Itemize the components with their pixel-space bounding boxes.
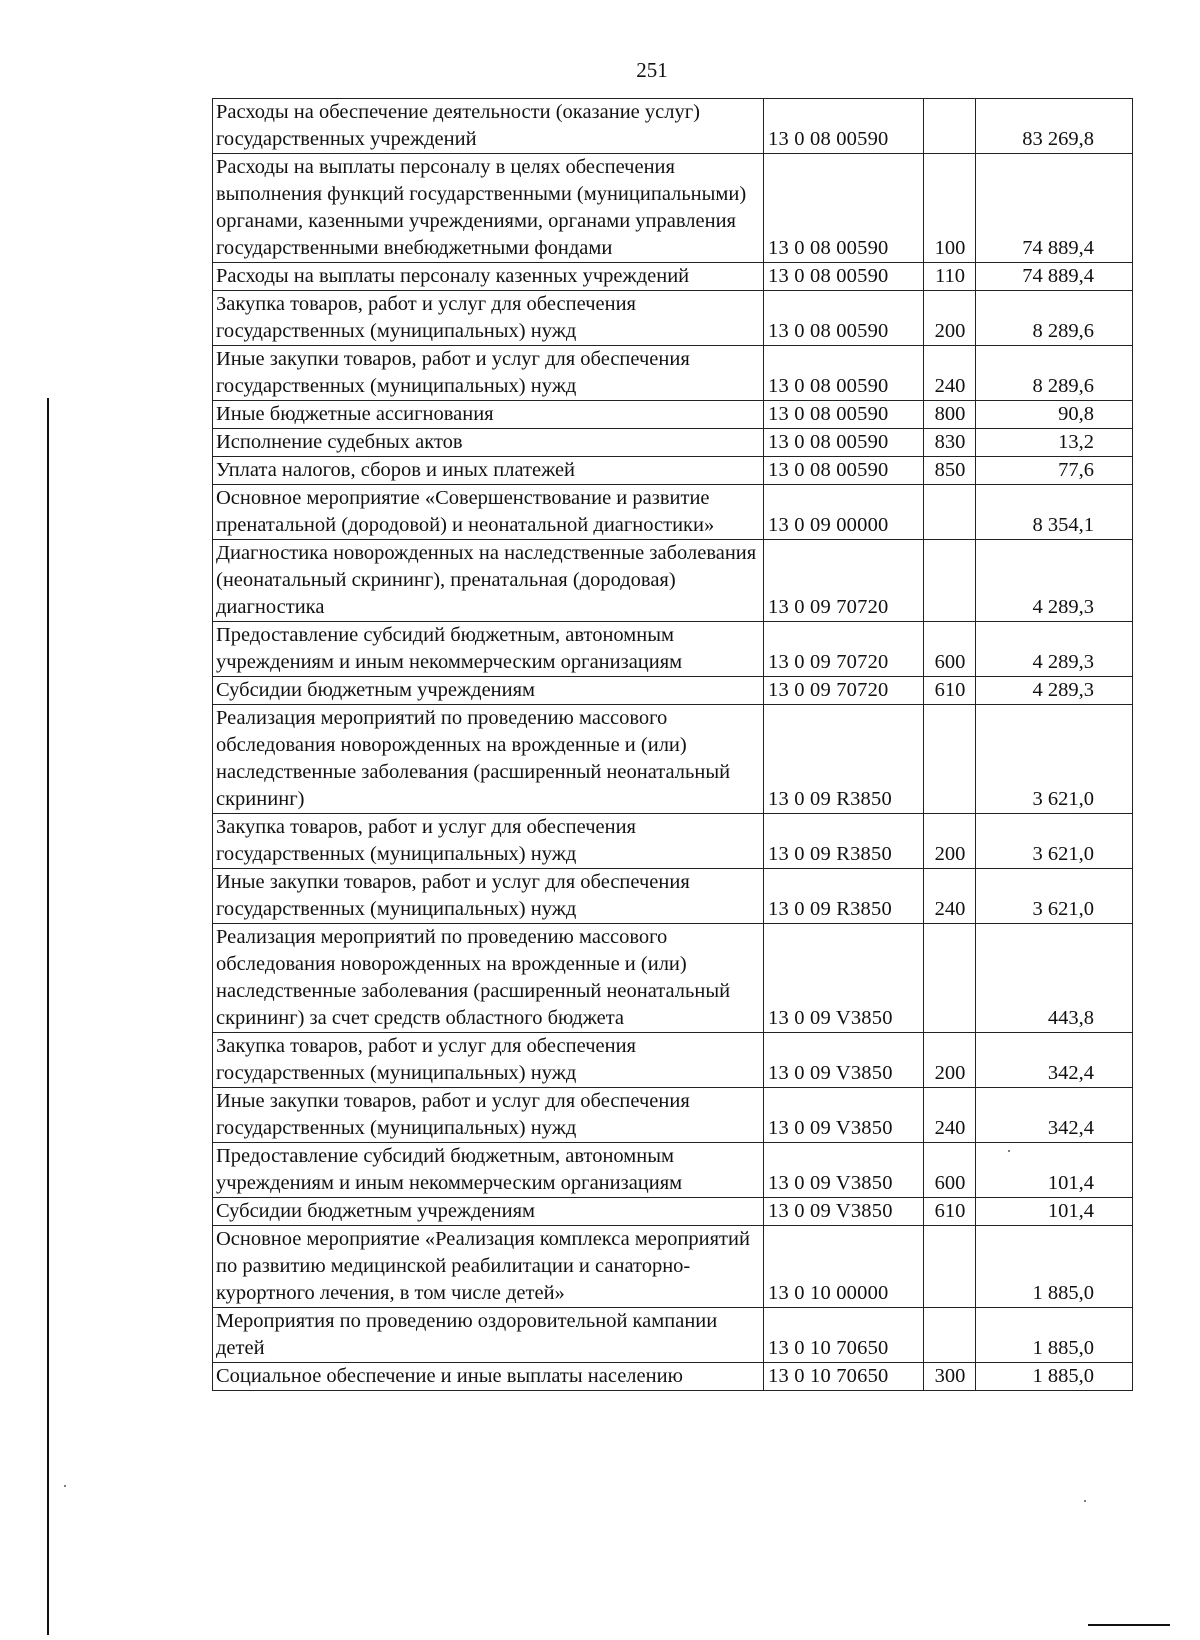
table-row	[213, 1143, 1133, 1198]
expense-name: Иные закупки товаров, работ и услуг для обеспечения государственных (муниципальных) нужд	[213, 869, 764, 924]
expense-name: Закупка товаров, работ и услуг для обеспечения государственных (муниципальных) нужд	[213, 1033, 764, 1088]
table-row	[213, 99, 1133, 154]
table-row	[213, 457, 1133, 485]
expense-name: Предоставление субсидий бюджетным, автономным учреждениям и иным некоммерческим организациям	[213, 622, 764, 677]
target-article-code: 13 0 09 V3850	[764, 1033, 924, 1088]
expense-type-code: 610	[924, 1198, 976, 1226]
amount: 4 289,3	[976, 677, 1133, 705]
table-row	[213, 291, 1133, 346]
table-row	[213, 263, 1133, 291]
table-row	[213, 622, 1133, 677]
amount: 13,2	[976, 429, 1133, 457]
table-row	[213, 540, 1133, 622]
table-row	[213, 1363, 1133, 1391]
target-article-code: 13 0 08 00590	[764, 291, 924, 346]
expense-type-code: 110	[924, 263, 976, 291]
target-article-code: 13 0 10 70650	[764, 1363, 924, 1391]
expense-type-code	[924, 1308, 976, 1363]
amount: 443,8	[976, 924, 1133, 1033]
table-row	[213, 1033, 1133, 1088]
amount: 90,8	[976, 401, 1133, 429]
expense-type-code: 850	[924, 457, 976, 485]
expense-type-code: 240	[924, 346, 976, 401]
scan-speck	[1008, 1150, 1010, 1152]
amount: 101,4	[976, 1143, 1133, 1198]
expense-type-code: 200	[924, 1033, 976, 1088]
target-article-code: 13 0 09 V3850	[764, 1143, 924, 1198]
expense-name: Диагностика новорожденных на наследственные заболевания (неонатальный скрининг), пренатальная (дородовая) диагностика	[213, 540, 764, 622]
expense-type-code	[924, 924, 976, 1033]
amount: 83 269,8	[976, 99, 1133, 154]
expense-name: Иные бюджетные ассигнования	[213, 401, 764, 429]
target-article-code: 13 0 09 R3850	[764, 869, 924, 924]
scan-speck	[64, 1485, 66, 1487]
table-row	[213, 814, 1133, 869]
expense-name: Иные закупки товаров, работ и услуг для обеспечения государственных (муниципальных) нужд	[213, 1088, 764, 1143]
expense-type-code: 200	[924, 814, 976, 869]
table-row	[213, 924, 1133, 1033]
table-row	[213, 154, 1133, 263]
expense-name: Уплата налогов, сборов и иных платежей	[213, 457, 764, 485]
amount: 4 289,3	[976, 622, 1133, 677]
target-article-code: 13 0 09 00000	[764, 485, 924, 540]
scan-margin-line	[47, 398, 49, 1635]
expense-name: Реализация мероприятий по проведению массового обследования новорожденных на врожденные и (или) наследственные заболевания (расширенный неонатальный скрининг) за счет средств областного бюджета	[213, 924, 764, 1033]
target-article-code: 13 0 08 00590	[764, 263, 924, 291]
expense-type-code	[924, 485, 976, 540]
amount: 74 889,4	[976, 154, 1133, 263]
expense-name: Субсидии бюджетным учреждениям	[213, 1198, 764, 1226]
target-article-code: 13 0 08 00590	[764, 99, 924, 154]
amount: 8 354,1	[976, 485, 1133, 540]
amount: 3 621,0	[976, 705, 1133, 814]
target-article-code: 13 0 09 V3850	[764, 924, 924, 1033]
target-article-code: 13 0 09 70720	[764, 622, 924, 677]
expense-type-code	[924, 705, 976, 814]
table-row	[213, 429, 1133, 457]
target-article-code: 13 0 09 70720	[764, 677, 924, 705]
amount: 342,4	[976, 1088, 1133, 1143]
budget-table	[212, 98, 1133, 1391]
expense-name: Расходы на выплаты персоналу казенных учреждений	[213, 263, 764, 291]
expense-name: Мероприятия по проведению оздоровительной кампании детей	[213, 1308, 764, 1363]
expense-name: Основное мероприятие «Совершенствование и развитие пренатальной (дородовой) и неонатальной диагностики»	[213, 485, 764, 540]
amount: 1 885,0	[976, 1226, 1133, 1308]
expense-name: Предоставление субсидий бюджетным, автономным учреждениям и иным некоммерческим организациям	[213, 1143, 764, 1198]
amount: 101,4	[976, 1198, 1133, 1226]
expense-type-code: 800	[924, 401, 976, 429]
expense-name: Исполнение судебных актов	[213, 429, 764, 457]
target-article-code: 13 0 08 00590	[764, 401, 924, 429]
target-article-code: 13 0 08 00590	[764, 346, 924, 401]
expense-type-code: 600	[924, 622, 976, 677]
expense-name: Расходы на выплаты персоналу в целях обеспечения выполнения функций государственными (муниципальными) органами, казенными учреждениями, органами управления государственными внебюджетными фондами	[213, 154, 764, 263]
scan-speck	[1084, 1500, 1086, 1502]
expense-type-code	[924, 99, 976, 154]
table-row	[213, 401, 1133, 429]
expense-name: Основное мероприятие «Реализация комплекса мероприятий по развитию медицинской реабилитации и санаторно-курортного лечения, в том числе детей»	[213, 1226, 764, 1308]
table-row	[213, 1198, 1133, 1226]
amount: 3 621,0	[976, 869, 1133, 924]
expense-type-code: 300	[924, 1363, 976, 1391]
amount: 1 885,0	[976, 1308, 1133, 1363]
target-article-code: 13 0 10 00000	[764, 1226, 924, 1308]
expense-type-code: 830	[924, 429, 976, 457]
amount: 342,4	[976, 1033, 1133, 1088]
target-article-code: 13 0 08 00590	[764, 154, 924, 263]
expense-type-code: 600	[924, 1143, 976, 1198]
scan-footer-line	[1088, 1624, 1170, 1626]
expense-name: Расходы на обеспечение деятельности (оказание услуг) государственных учреждений	[213, 99, 764, 154]
amount: 4 289,3	[976, 540, 1133, 622]
amount: 8 289,6	[976, 291, 1133, 346]
page-number: 251	[636, 58, 668, 82]
target-article-code: 13 0 09 R3850	[764, 705, 924, 814]
expense-name: Субсидии бюджетным учреждениям	[213, 677, 764, 705]
expense-name: Иные закупки товаров, работ и услуг для обеспечения государственных (муниципальных) нужд	[213, 346, 764, 401]
target-article-code: 13 0 09 V3850	[764, 1088, 924, 1143]
target-article-code: 13 0 08 00590	[764, 457, 924, 485]
expense-type-code: 100	[924, 154, 976, 263]
target-article-code: 13 0 09 70720	[764, 540, 924, 622]
table-row	[213, 1088, 1133, 1143]
target-article-code: 13 0 08 00590	[764, 429, 924, 457]
amount: 74 889,4	[976, 263, 1133, 291]
amount: 3 621,0	[976, 814, 1133, 869]
expense-type-code: 200	[924, 291, 976, 346]
budget-table-body	[213, 99, 1133, 1391]
expense-type-code: 240	[924, 869, 976, 924]
expense-name: Закупка товаров, работ и услуг для обеспечения государственных (муниципальных) нужд	[213, 814, 764, 869]
expense-type-code	[924, 540, 976, 622]
table-row	[213, 346, 1133, 401]
table-row	[213, 1308, 1133, 1363]
expense-type-code: 240	[924, 1088, 976, 1143]
table-row	[213, 705, 1133, 814]
expense-type-code: 610	[924, 677, 976, 705]
amount: 8 289,6	[976, 346, 1133, 401]
target-article-code: 13 0 09 V3850	[764, 1198, 924, 1226]
expense-name: Реализация мероприятий по проведению массового обследования новорожденных на врожденные и (или) наследственные заболевания (расширенный неонатальный скрининг)	[213, 705, 764, 814]
table-row	[213, 1226, 1133, 1308]
target-article-code: 13 0 09 R3850	[764, 814, 924, 869]
expense-name: Социальное обеспечение и иные выплаты населению	[213, 1363, 764, 1391]
table-row	[213, 677, 1133, 705]
expense-type-code	[924, 1226, 976, 1308]
table-row	[213, 485, 1133, 540]
target-article-code: 13 0 10 70650	[764, 1308, 924, 1363]
table-row	[213, 869, 1133, 924]
amount: 1 885,0	[976, 1363, 1133, 1391]
amount: 77,6	[976, 457, 1133, 485]
expense-name: Закупка товаров, работ и услуг для обеспечения государственных (муниципальных) нужд	[213, 291, 764, 346]
